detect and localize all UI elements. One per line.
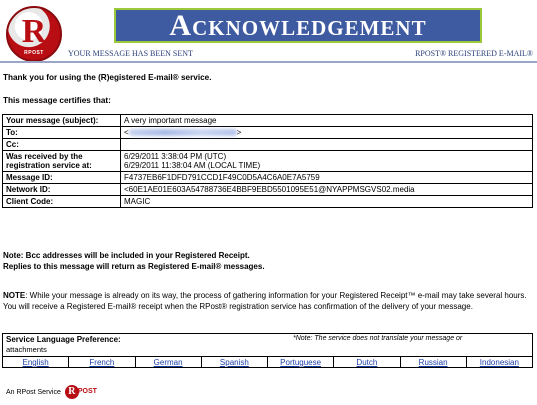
received-value [121,151,533,172]
language-link-portuguese[interactable]: Portuguese [268,357,334,367]
page-title: Acknowledgement [169,8,427,42]
language-link-dutch[interactable]: Dutch [334,357,400,367]
language-link-english[interactable]: English [3,357,69,367]
message-info-table [2,114,533,208]
received-local: 6/29/2011 11:38:04 AM (LOCAL TIME) [124,161,261,170]
language-link-indonesian[interactable]: Indonesian [479,358,519,367]
table-row [3,184,533,196]
table-row [3,151,533,172]
language-preference-box [2,333,533,368]
subject-label: Your message (subject): [3,115,121,127]
thanks-text: Thank you for using the (R)egistered E-mail® service. [3,73,212,82]
to-close-bracket: > [236,128,242,137]
footer-text: An RPost Service [6,388,61,396]
network-id-value: <60E1AE01E603A54788736E4BBF9EBD5501095E51@NYAPPMSGVS02.media [121,184,533,196]
language-title: Service Language Preference: [6,335,121,344]
header-divider [0,61,537,63]
acknowledgement-banner [114,8,482,43]
bcc-notes [3,250,265,272]
cc-label: Cc: [3,139,121,151]
redacted-email [129,129,237,136]
language-subtitle: attachments [6,345,47,354]
language-header [5,335,532,357]
footer [6,385,101,399]
received-label: Was received by the registration service at: [3,151,121,172]
header [0,0,537,62]
table-row [3,172,533,184]
subject-value: A very important message [121,115,533,127]
sent-label: YOUR MESSAGE HAS BEEN SENT [68,49,193,58]
language-link-german[interactable]: German [136,357,202,367]
client-code-value: MAGIC [121,196,533,208]
certifies-text: This message certifies that: [3,96,111,105]
delivery-note [3,290,533,312]
table-row [3,115,533,127]
to-value [121,127,533,139]
footer-rpost-logo [65,385,101,399]
table-row [3,139,533,151]
client-code-label: Client Code: [3,196,121,208]
to-open-bracket: < [124,128,129,137]
rpost-logo [6,6,62,62]
note-body: : While your message is already on its way, the process of gathering information for your Registered Receipt™ e-mail may take several hours. You will receive a Registered E-mail® receipt when the RPost® registration service has confirmation of the delivery of your message. [3,291,527,311]
table-row [3,196,533,208]
to-label: To: [3,127,121,139]
language-note: *Note: The service does not translate your message or [293,335,463,342]
cc-value [121,139,533,151]
network-id-label: Network ID: [3,184,121,196]
header-subbar [64,47,537,60]
footer-logo-text: POST [77,388,97,395]
language-options [3,356,532,367]
logo-letter: R [21,13,47,50]
bcc-note: Note: Bcc addresses will be included in your Registered Receipt. [3,251,250,260]
note-lead: NOTE [3,291,26,300]
language-link-russian[interactable]: Russian [401,357,467,367]
footer-logo-letter: R [65,385,79,399]
language-link-french[interactable]: French [69,357,135,367]
logo-ring-text: RPOST [24,50,44,56]
language-link-spanish[interactable]: Spanish [202,357,268,367]
brand-label: RPOST® REGISTERED E-MAIL® [415,49,533,58]
received-utc: 6/29/2011 3:38:04 PM (UTC) [124,152,227,161]
table-row [3,127,533,139]
message-id-label: Message ID: [3,172,121,184]
message-id-value: F4737EB6F1DFD791CCD1F49C0D5A4C6A0E7A5759 [121,172,533,184]
replies-note: Replies to this message will return as Registered E-mail® messages. [3,262,265,271]
